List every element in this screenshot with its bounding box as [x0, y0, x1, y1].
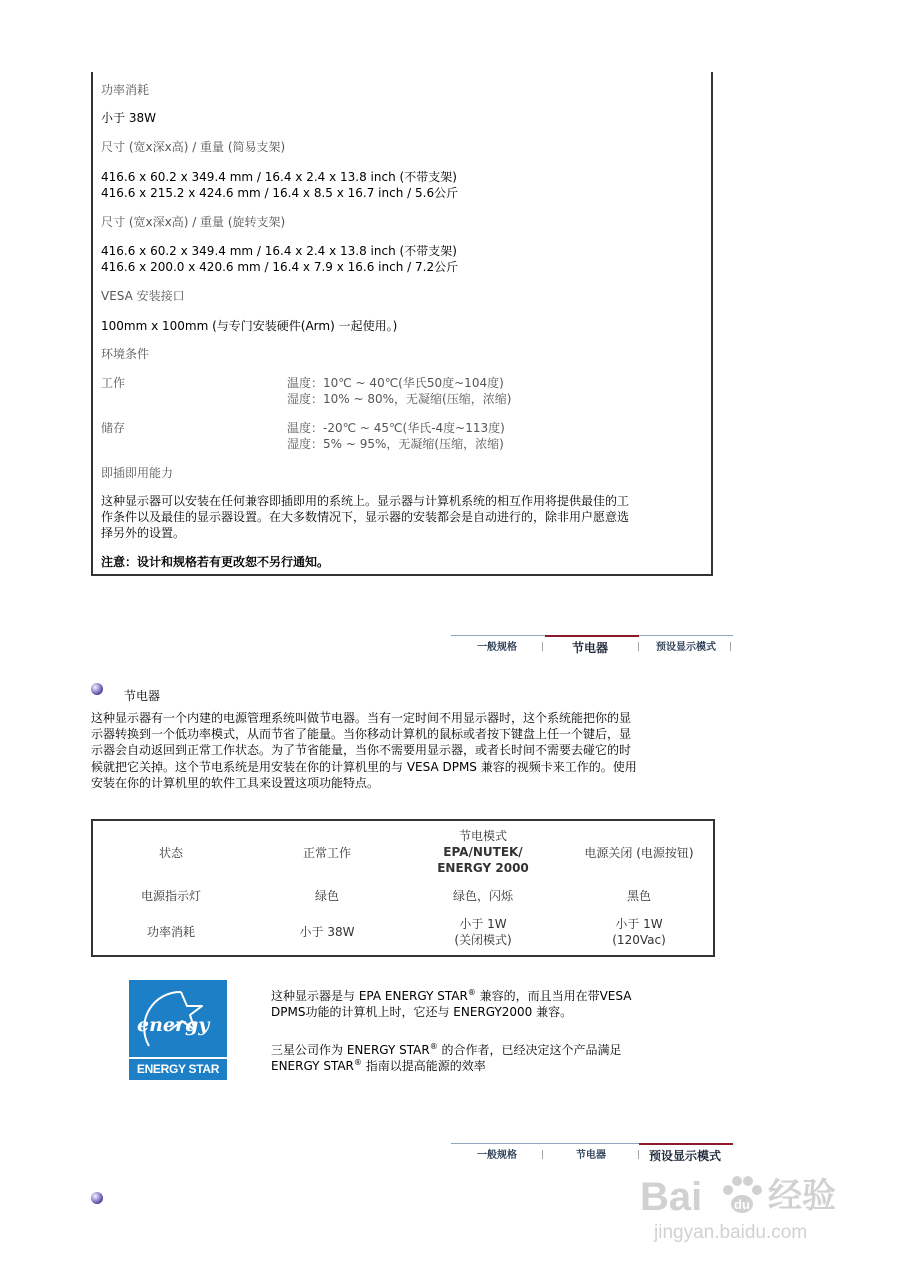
tab-preset[interactable]: 预设显示模式 [656, 642, 716, 653]
spec-notice: 注意：设计和规格若有更改恕不另行通知。 [101, 555, 330, 569]
powersaver-line: 示器转换到一个低功率模式，从而节省了能量。当你移动计算机的鼠标或者按下键盘上任一个键后，显 [91, 727, 632, 742]
operating-label: 工作 [101, 376, 126, 390]
text-span: 三星公司作为 ENERGY STAR [271, 1043, 430, 1057]
energy-star-paragraph-1 [271, 988, 631, 1020]
storage-label: 储存 [101, 421, 126, 435]
text-span: 这种显示器是与 EPA ENERGY STAR [271, 989, 468, 1003]
powersaver-line: 安装在你的计算机里的软件工具来设置这项功能特点。 [91, 775, 380, 790]
tab-separator: | [541, 642, 545, 652]
powersaver-line: 示器会自动返回到正常工作状态。为了节省能量，当你不需要用显示器，或者长时间不需要去碰它的时 [91, 743, 632, 758]
table-cell-line: (120Vac) [612, 933, 666, 948]
energy-star-label: ENERGY STAR [129, 1057, 227, 1080]
nav-tabbar-top [451, 635, 733, 657]
dim-swivel-heading: 尺寸 (宽x深x高) / 重量 (旋转支架) [101, 215, 286, 229]
power-value: 小于 38W [101, 111, 156, 125]
registered-mark: ® [429, 1042, 438, 1051]
pnp-line2: 作条件以及最佳的显示器设置。在大多数情况下，显示器的安装都会是自动进行的，除非用户愿意选 [101, 510, 630, 524]
dim-simple-heading: 尺寸 (宽x深x高) / 重量 (简易支架) [101, 140, 286, 154]
power-mode-table [91, 819, 715, 957]
pnp-heading: 即插即用能力 [101, 466, 174, 480]
tab-separator: | [637, 642, 641, 652]
pnp-line1: 这种显示器可以安装在任何兼容即插即用的系统上。显示器与计算机系统的相互作用将提供最佳的工 [101, 494, 630, 508]
energy-star-p2-line2 [271, 1058, 622, 1074]
table-cell: 绿色 [314, 889, 339, 903]
tab-active-indicator [545, 635, 639, 637]
operating-temp: 温度：10℃ ~ 40℃(华氏50度~104度) [287, 376, 504, 390]
storage-temp: 温度：-20℃ ~ 45℃(华氏-4度~113度) [287, 421, 505, 435]
dim-swivel-line2: 416.6 x 200.0 x 420.6 mm / 16.4 x 7.9 x 16.6 inch / 7.2公斤 [101, 260, 459, 274]
tab-preset[interactable]: 预设显示模式 [649, 1149, 722, 1163]
dim-simple-line2: 416.6 x 215.2 x 424.6 mm / 16.4 x 8.5 x 16.7 inch / 5.6公斤 [101, 186, 459, 200]
watermark-brand-right: 经验 [768, 1176, 836, 1216]
tab-powersaver[interactable]: 节电器 [576, 1150, 606, 1161]
table-cell-line: 小于 1W [615, 917, 663, 931]
energy-script: energy [137, 1014, 210, 1036]
text-span: 指南以提高能源的效率 [361, 1059, 486, 1074]
table-cell [561, 916, 717, 948]
table-cell: 黑色 [626, 889, 651, 903]
energy-star-p1-line2: DPMS功能的计算机上时，它还与 ENERGY2000 兼容。 [271, 1005, 573, 1020]
tab-separator: | [729, 642, 733, 652]
text-span: ENERGY STAR [271, 1059, 354, 1074]
bullet-icon [91, 683, 103, 695]
table-header-normal: 正常工作 [302, 846, 351, 860]
nav-tabbar-bottom [451, 1143, 733, 1165]
watermark-url: jingyan.baidu.com [654, 1222, 808, 1243]
bullet-icon [91, 1192, 103, 1204]
table-header-off: 电源关闭 (电源按钮) [584, 846, 694, 860]
registered-mark: ® [353, 1058, 362, 1068]
vesa-heading: VESA 安装接口 [101, 289, 185, 303]
paw-icon [720, 1174, 764, 1216]
energy-star-paragraph-2 [271, 1042, 622, 1074]
storage-humidity: 湿度：5% ~ 95%，无凝缩(压缩，浓缩) [287, 437, 504, 451]
table-cell-line: (关闭模式) [454, 933, 512, 948]
table-header-saving-line: EPA/NUTEK/ [443, 845, 523, 860]
env-heading: 环境条件 [101, 347, 150, 361]
energy-star-icon [129, 980, 227, 1057]
tab-general[interactable]: 一般规格 [477, 642, 517, 653]
operating-humidity: 湿度：10% ~ 80%，无凝缩(压缩，浓缩) [287, 392, 512, 406]
table-cell-line: 小于 1W [459, 917, 507, 931]
powersaver-paragraph [91, 710, 637, 791]
table-cell: 绿色，闪烁 [452, 889, 513, 903]
table-cell [393, 916, 573, 948]
text-span: 的合作者，已经决定这个产品满足 [437, 1043, 622, 1057]
baidu-watermark [640, 1170, 870, 1250]
energy-star-logo [129, 980, 227, 1080]
tab-separator: | [541, 1150, 545, 1160]
table-header-state: 状态 [158, 846, 183, 860]
table-header-saving [393, 828, 573, 877]
energy-star-p1-line1 [271, 988, 631, 1004]
table-header-saving-line: ENERGY 2000 [437, 861, 529, 876]
dim-swivel-line1: 416.6 x 60.2 x 349.4 mm / 16.4 x 2.4 x 13.8 inch (不带支架) [101, 244, 457, 258]
pnp-line3: 择另外的设置。 [101, 526, 186, 540]
table-cell: 小于 38W [299, 925, 355, 939]
table-header-saving-line: 节电模式 [458, 829, 507, 843]
spec-box [91, 72, 713, 576]
tab-active-indicator [639, 1143, 733, 1145]
power-heading: 功率消耗 [101, 83, 150, 97]
table-row-led-label: 电源指示灯 [140, 889, 201, 903]
table-row-power-label: 功率消耗 [146, 925, 195, 939]
powersaver-line: 这种显示器有一个内建的电源管理系统叫做节电器。当有一定时间不用显示器时，这个系统能把你的显 [91, 711, 632, 725]
energy-star-p2-line1 [271, 1042, 622, 1058]
registered-mark: ® [467, 988, 476, 997]
svg-text:du: du [734, 1197, 750, 1212]
vesa-value: 100mm x 100mm (与专门安装硬件(Arm) 一起使用。) [101, 319, 398, 333]
powersaver-title: 节电器 [124, 689, 161, 703]
dim-simple-line1: 416.6 x 60.2 x 349.4 mm / 16.4 x 2.4 x 13.8 inch (不带支架) [101, 170, 457, 184]
tab-general[interactable]: 一般规格 [477, 1150, 517, 1161]
powersaver-line: 候就把它关掉。这个节电系统是用安装在你的计算机里的与 VESA DPMS 兼容的视频卡来工作的。使用 [91, 759, 637, 774]
tab-separator: | [637, 1150, 641, 1160]
tab-powersaver[interactable]: 节电器 [572, 641, 609, 655]
text-span: 兼容的，而且当用在带VESA [475, 989, 632, 1003]
watermark-brand-left: Bai [640, 1175, 703, 1219]
